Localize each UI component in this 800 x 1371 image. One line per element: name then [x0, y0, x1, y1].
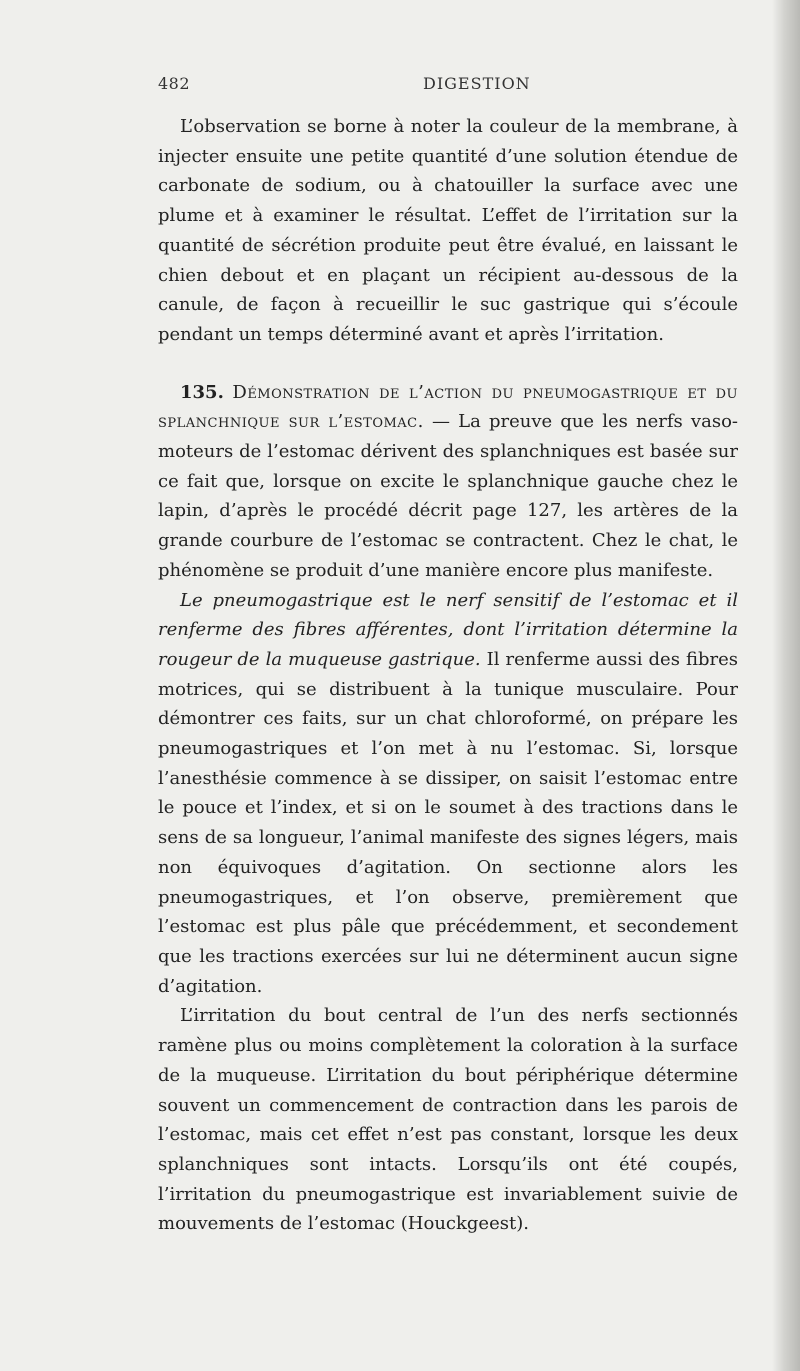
running-head [158, 74, 738, 98]
italic-statement: Le pneumogastrique est le nerf sensitif de l’estomac et il renferme des fibres afférentes, dont l’irritation détermine la rougeur de la muqueuse gastrique. [158, 589, 738, 670]
paragraph-pneumogastrique [158, 586, 738, 1002]
section-title: Démonstration de l’action du pneumogastrique et du splanchnique sur l’estomac. [158, 381, 739, 433]
page-edge-shadow [772, 0, 800, 1371]
page-number: 482 [158, 74, 191, 93]
section-number: 135. [180, 381, 224, 403]
section-text-2: Il renferme aussi des fibres motrices, qui se distribuent à la tunique musculaire. Pour démontrer ces faits, sur un chat chloroformé, on prépare les pneumogastriques et l’on met à nu l’estomac. Si, lorsque l’anesthésie commence à se dissiper, on saisit l’estomac entre le pouce et l’index, et si on le soumet à des tractions dans le sens de sa longueur, l’animal manifeste des signes légers, mais non équivoques d’agitation. On sectionne alors les pneumogastriques, et l’on observe, premièrement que l’estomac est plus pâle que précédemment, et secondement que les tractions exercées sur lui ne déterminent aucun signe d’agitation. [158, 648, 738, 997]
running-title: DIGESTION [423, 74, 531, 93]
section-135 [158, 378, 738, 586]
paragraph-observation: L’observation se borne à noter la couleur de la membrane, à injecter ensuite une petite quantité d’une solution étendue de carbonate de sodium, ou à chatouiller la surface avec une plume et à examiner le résultat. L’effet de l’irritation sur la quantité de sécrétion produite peut être évalué, en laissant le chien debout et en plaçant un récipient au-dessous de la canule, de façon à recueillir le suc gastrique qui s’écoule pendant un temps déterminé avant et après l’irritation. [158, 116, 738, 345]
section-text-1: — La preuve que les nerfs vaso-moteurs de l’estomac dérivent des splanchniques est basée sur ce fait que, lorsque on excite le splanchnique gauche chez le lapin, d’après le procédé décrit page 127, les artères de la grande courbure de l’estomac se contractent. Chez le chat, le phénomène se produit d’une manière encore plus manifeste. [158, 411, 738, 581]
paragraph-irritation: L’irritation du bout central de l’un des nerfs sectionnés ramène plus ou moins complètement la coloration à la surface de la muqueuse. L’irritation du bout périphérique détermine souvent un commencement de contraction dans les parois de l’estomac, mais cet effet n’est pas constant, lorsque les deux splanchniques sont intacts. Lorsqu’ils ont été coupés, l’irritation du pneumogastrique est invariablement suivie de mouvements de l’estomac (Houckgeest). [158, 1005, 738, 1235]
body-text [158, 112, 738, 1239]
